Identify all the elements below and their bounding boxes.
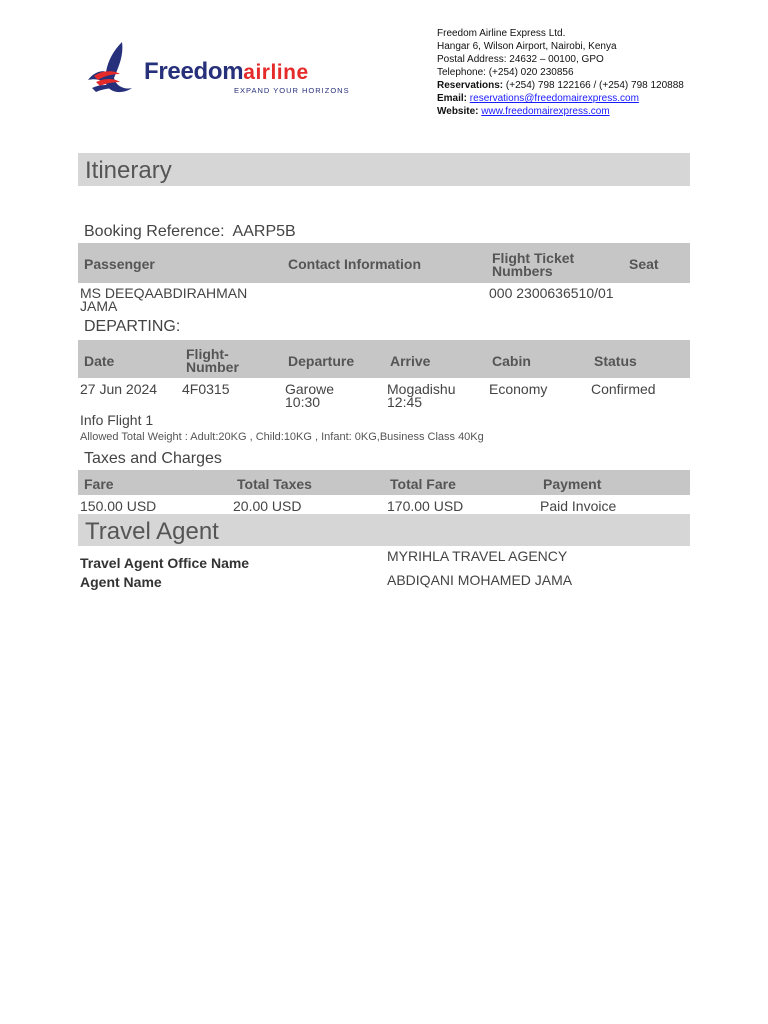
flight-info-title: Info Flight 1 (80, 412, 154, 428)
taxes-title: Taxes and Charges (84, 450, 222, 467)
col-fare: Fare (84, 476, 114, 492)
col-flight-line1: Flight- (186, 346, 229, 362)
departing-title: DEPARTING: (84, 318, 181, 335)
flight-cabin: Economy (489, 381, 548, 397)
payment-value: Paid Invoice (540, 498, 617, 514)
col-date: Date (84, 353, 115, 369)
arrival-time: 12:45 (387, 394, 423, 410)
company-address: Hangar 6, Wilson Airport, Nairobi, Kenya (437, 41, 617, 52)
company-reservations (437, 79, 684, 92)
col-flight-line2: Number (186, 359, 239, 375)
brand-name (144, 58, 309, 86)
arrival-city: Mogadishu (387, 381, 456, 397)
flight-departure (285, 383, 334, 409)
booking-reference-value: AARP5B (232, 223, 296, 240)
itinerary-header-bar (78, 153, 690, 186)
reservations-label: Reservations: (437, 80, 504, 91)
taxes-table-header (78, 470, 690, 495)
total-taxes-value: 20.00 USD (233, 498, 302, 514)
flight-status: Confirmed (591, 381, 656, 397)
passenger-name-line1: MS DEEQAABDIRAHMAN (80, 285, 248, 301)
total-fare-value: 170.00 USD (387, 498, 464, 514)
brand-name-sub: airline (243, 61, 309, 84)
col-departure: Departure (288, 353, 355, 369)
bird-logo-icon (84, 40, 148, 96)
reservations-value: (+254) 798 122166 / (+254) 798 120888 (503, 80, 684, 91)
agent-name-value: ABDIQANI MOHAMED JAMA (387, 572, 573, 588)
col-payment: Payment (543, 476, 602, 492)
col-cabin: Cabin (492, 353, 531, 369)
col-passenger: Passenger (84, 256, 155, 272)
fare-value: 150.00 USD (80, 498, 157, 514)
agent-office-label: Travel Agent Office Name (80, 555, 250, 571)
flight-date: 27 Jun 2024 (80, 381, 158, 397)
website-label: Website: (437, 106, 479, 117)
passenger-name (80, 287, 247, 313)
travel-agent-title: Travel Agent (85, 518, 219, 545)
travel-agent-header-bar (78, 514, 690, 546)
col-total-fare: Total Fare (390, 476, 456, 492)
agent-name-label: Agent Name (80, 574, 162, 590)
col-seat: Seat (629, 256, 659, 272)
company-logo (84, 40, 354, 100)
brand-tagline: EXPAND YOUR HORIZONS (234, 86, 350, 95)
agent-office-value: MYRIHLA TRAVEL AGENCY (387, 548, 568, 564)
email-label: Email: (437, 93, 468, 104)
website-link[interactable]: www.freedomairexpress.com (481, 106, 610, 117)
booking-reference-label: Booking Reference: (84, 223, 225, 240)
company-name: Freedom Airline Express Ltd. (437, 28, 566, 39)
company-email (437, 92, 684, 105)
col-contact: Contact Information (288, 256, 421, 272)
passenger-ticket: 000 2300636510/01 (489, 285, 614, 301)
brand-name-main: Freedom (144, 58, 244, 85)
company-telephone: Telephone: (+254) 020 230856 (437, 67, 574, 78)
col-total-taxes: Total Taxes (237, 476, 312, 492)
company-postal: Postal Address: 24632 – 00100, GPO (437, 54, 604, 65)
departure-city: Garowe (285, 381, 335, 397)
company-website (437, 105, 684, 118)
flight-info-text: Allowed Total Weight : Adult:20KG , Child:10KG , Infant: 0KG,Business Class 40Kg (80, 431, 484, 443)
col-ticket (492, 252, 574, 278)
email-link[interactable]: reservations@freedomairexpress.com (469, 93, 639, 104)
flight-number: 4F0315 (182, 381, 230, 397)
booking-reference (84, 223, 296, 241)
passenger-table-header (78, 243, 690, 283)
col-arrive: Arrive (390, 353, 431, 369)
col-status: Status (594, 353, 637, 369)
col-ticket-line2: Numbers (492, 263, 553, 279)
col-ticket-line1: Flight Ticket (492, 250, 575, 266)
itinerary-title: Itinerary (85, 157, 172, 184)
col-flight-number (186, 348, 239, 374)
flight-arrival (387, 383, 456, 409)
flight-table-header (78, 340, 690, 378)
company-details (437, 27, 684, 118)
departure-time: 10:30 (285, 394, 321, 410)
passenger-name-line2: JAMA (80, 298, 118, 314)
